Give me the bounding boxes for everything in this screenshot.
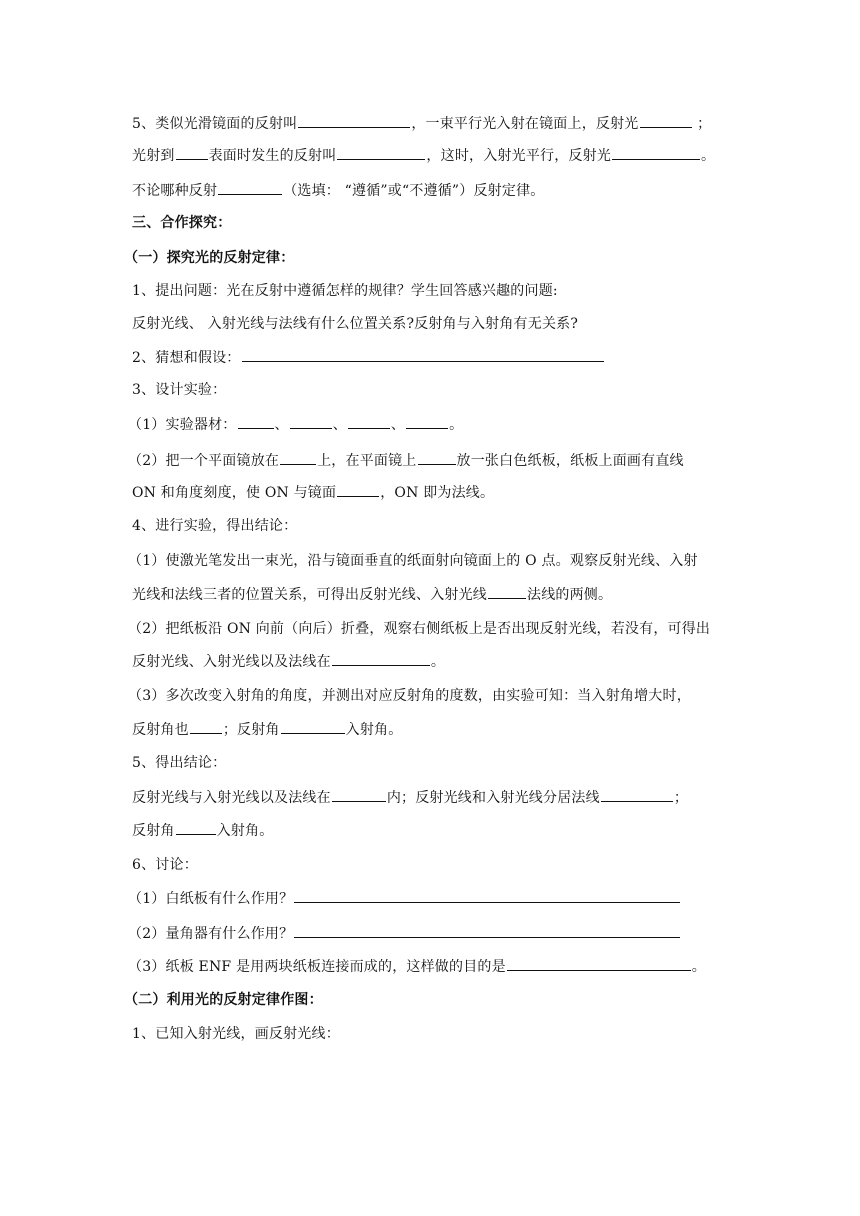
fill-in-blank[interactable]	[176, 820, 216, 835]
line-1	[132, 113, 711, 134]
line-24	[128, 888, 681, 909]
text-segment: （1）使激光笔发出一束光，沿与镜面垂直的纸面射向镜面上的 O 点。观察反射光线、入射	[128, 553, 698, 569]
text-segment: （1）白纸板有什么作用？	[128, 891, 294, 907]
line-28	[132, 1024, 340, 1044]
text-segment: ；反射角	[222, 722, 280, 738]
line-17	[132, 651, 445, 672]
text-segment: （选填： “遵循”或“不遵循”）反射定律。	[283, 183, 545, 199]
line-25	[128, 923, 681, 944]
line-20	[132, 753, 226, 773]
text-segment: ，一束平行光入射在镜面上，反射光	[411, 116, 639, 132]
text-segment: 。	[701, 148, 716, 164]
line-7	[132, 314, 578, 334]
fill-in-blank[interactable]	[612, 145, 700, 160]
text-segment: 。	[449, 417, 464, 433]
fill-in-blank[interactable]	[640, 113, 692, 128]
text-segment: 反射角	[132, 823, 175, 839]
line-23	[132, 855, 198, 875]
text-segment: 5、得出结论：	[132, 755, 227, 771]
line-8	[132, 347, 605, 368]
line-15	[132, 584, 612, 605]
fill-in-blank[interactable]	[332, 787, 386, 802]
line-12	[132, 482, 494, 503]
fill-in-blank[interactable]	[190, 719, 222, 734]
text-segment: 表面时发生的反射叫	[208, 148, 337, 164]
text-segment: 反射光线、 入射光线与法线有什么位置关系?反射角与入射角有无关系?	[132, 316, 579, 332]
text-segment: （一）探究光的反射定律：	[124, 250, 295, 266]
fill-in-blank[interactable]	[298, 113, 410, 128]
fill-in-blank[interactable]	[294, 923, 680, 938]
text-segment: （2）把一个平面镜放在	[128, 453, 280, 469]
text-segment: 、	[390, 417, 406, 433]
line-21	[132, 787, 688, 808]
line-6	[132, 281, 558, 301]
text-segment: 法线的两侧。	[527, 587, 613, 603]
fill-in-blank[interactable]	[488, 584, 526, 599]
line-10	[128, 414, 463, 435]
fill-in-blank[interactable]	[290, 414, 332, 429]
fill-in-blank[interactable]	[176, 145, 208, 160]
text-segment: 不论哪种反射	[132, 183, 218, 199]
text-segment: 6、讨论：	[132, 857, 198, 873]
text-segment: （3）纸板 ENF 是用两块纸板连接而成的，这样做的目的是	[128, 959, 506, 975]
line-22	[132, 820, 273, 841]
text-segment: 光射到	[132, 148, 175, 164]
fill-in-blank[interactable]	[601, 787, 673, 802]
fill-in-blank[interactable]	[294, 888, 680, 903]
fill-in-blank[interactable]	[242, 347, 604, 362]
text-segment: 。	[430, 654, 446, 670]
text-segment: ，这时，入射光平行，反射光	[426, 148, 612, 164]
fill-in-blank[interactable]	[337, 482, 379, 497]
fill-in-blank[interactable]	[406, 414, 448, 429]
fill-in-blank[interactable]	[281, 719, 345, 734]
fill-in-blank[interactable]	[337, 145, 425, 160]
text-segment: 1、已知入射光线，画反射光线：	[132, 1026, 340, 1042]
line-26	[128, 956, 706, 977]
text-segment: 3、设计实验：	[132, 382, 227, 398]
fill-in-blank[interactable]	[238, 414, 274, 429]
line-16	[128, 619, 710, 639]
text-segment: 5、类似光滑镜面的反射叫	[132, 116, 298, 132]
fill-in-blank[interactable]	[418, 450, 456, 465]
fill-in-blank[interactable]	[332, 651, 430, 666]
text-segment: 1、提出问题：光在反射中遵循怎样的规律？学生回答感兴趣的问题:	[132, 283, 558, 299]
text-segment: ；	[673, 790, 689, 806]
text-segment: ON 和角度刻度，使 ON 与镜面	[132, 485, 337, 501]
text-segment: 、	[332, 417, 347, 433]
subsection-title-ray-drawing	[124, 990, 323, 1010]
text-segment: （2）量角器有什么作用？	[128, 926, 294, 942]
text-segment: 入射角。	[216, 823, 274, 839]
text-segment: 反射光线与入射光线以及法线在	[132, 790, 331, 806]
text-segment: 、	[274, 417, 289, 433]
section-title-cooperative-inquiry	[132, 213, 231, 233]
text-segment: 反射角也	[132, 722, 189, 738]
text-segment: 2、猜想和假设：	[132, 350, 241, 366]
text-segment: 内；反射光线和入射光线分居法线	[386, 790, 600, 806]
text-segment: 放一张白色纸板，纸板上面画有直线	[456, 453, 684, 469]
line-3	[132, 180, 544, 201]
fill-in-blank[interactable]	[348, 414, 390, 429]
text-segment: 。	[691, 959, 706, 975]
text-segment: 三、合作探究：	[132, 215, 232, 231]
text-segment: （1）实验器材：	[128, 417, 237, 433]
line-13	[132, 516, 297, 536]
line-18	[128, 686, 691, 706]
text-segment: 上，在平面镜上	[317, 453, 417, 469]
line-9	[132, 380, 226, 400]
text-segment: 4、进行实验，得出结论：	[132, 518, 298, 534]
line-19	[132, 719, 402, 740]
subsection-title-reflection-law	[124, 248, 294, 268]
fill-in-blank[interactable]	[218, 180, 282, 195]
line-2	[132, 145, 715, 166]
text-segment: ；	[692, 116, 712, 132]
fill-in-blank[interactable]	[507, 956, 691, 971]
text-segment: ，ON 即为法线。	[380, 485, 495, 501]
line-14	[128, 551, 698, 571]
text-segment: （2）把纸板沿 ON 向前（向后）折叠，观察右侧纸板上是否出现反射光线，若没有，可得出	[128, 621, 711, 637]
text-segment: 光线和法线三者的位置关系，可得出反射光线、入射光线	[132, 587, 487, 603]
text-segment: 入射角。	[345, 722, 403, 738]
fill-in-blank[interactable]	[280, 450, 316, 465]
text-segment: （二）利用光的反射定律作图：	[124, 992, 323, 1008]
text-segment: （3）多次改变入射角的角度，并测出对应反射角的度数，由实验可知：当入射角增大时，	[128, 688, 691, 704]
line-11	[128, 450, 684, 471]
text-segment: 反射光线、入射光线以及法线在	[132, 654, 331, 670]
